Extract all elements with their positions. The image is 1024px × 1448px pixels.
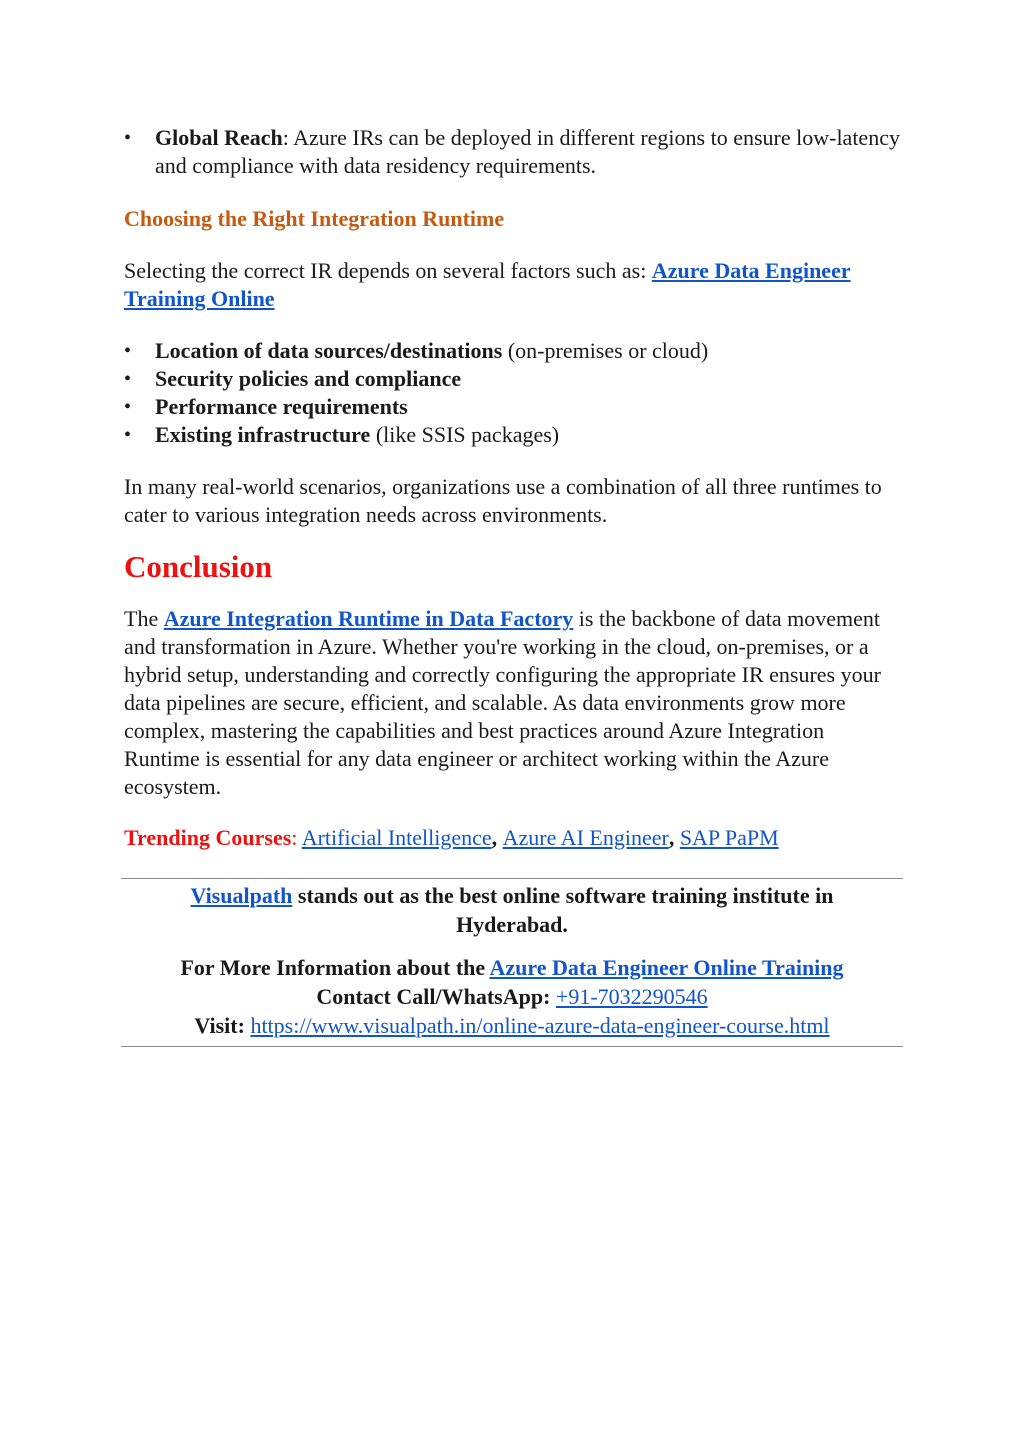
global-reach-text: : Azure IRs can be deployed in different regions to ensure low-latency and compliance with data residency requirements.	[155, 125, 900, 178]
factors-list	[124, 337, 904, 449]
choosing-summary: In many real-world scenarios, organizations use a combination of all three runtimes to cater to various integration needs across environments.	[124, 474, 882, 527]
list-item	[124, 421, 904, 449]
factor-term: Performance requirements	[155, 394, 408, 419]
factor-term: Security policies and compliance	[155, 366, 462, 391]
factor-term: Location of data sources/destinations	[155, 338, 503, 363]
course-link-azure-ai-engineer[interactable]: Azure AI Engineer	[502, 825, 669, 850]
trending-colon: :	[291, 825, 302, 850]
contact-label: Contact Call/WhatsApp:	[316, 984, 556, 1009]
footer-tagline-text: stands out as the best online software training institute in Hyderabad.	[292, 883, 834, 937]
conclusion-body: is the backbone of data movement and transformation in Azure. Whether you're working in the cloud, on-premises, or a hybrid setup, understanding and correctly configuring the appropriate IR ensures your data pipelines are secure, efficient, and scalable. As data environments grow more complex, mastering the capabilities and best practices around Azure Integration Runtime is essential for any data engineer or architect working within the Azure ecosystem.	[124, 606, 881, 799]
azure-data-engineer-training-link[interactable]: Azure Data Engineer Training Online	[124, 258, 851, 311]
choosing-heading: Choosing the Right Integration Runtime	[124, 206, 505, 231]
visualpath-link[interactable]: Visualpath	[190, 883, 293, 908]
choosing-intro-text: Selecting the correct IR depends on several factors such as:	[124, 258, 652, 283]
footer-contact	[121, 982, 903, 1011]
trending-courses	[124, 824, 904, 852]
course-separator: ,	[491, 825, 503, 850]
global-reach-list	[124, 124, 904, 180]
footer-tagline	[121, 881, 903, 939]
factor-note: (like SSIS packages)	[370, 422, 560, 447]
visit-label: Visit:	[194, 1013, 251, 1038]
document-body	[124, 124, 904, 852]
list-item	[124, 365, 904, 393]
list-item	[124, 124, 904, 180]
azure-integration-runtime-link[interactable]: Azure Integration Runtime in Data Factory	[163, 606, 574, 631]
factor-note: (on-premises or cloud)	[502, 338, 709, 363]
trending-label: Trending Courses	[124, 825, 292, 850]
phone-link[interactable]: +91-7032290546	[555, 984, 708, 1009]
conclusion-paragraph	[124, 605, 904, 801]
footer-visit	[121, 1011, 903, 1040]
list-item	[124, 337, 904, 365]
conclusion-heading: Conclusion	[124, 549, 273, 584]
list-item	[124, 393, 904, 421]
choosing-intro	[124, 257, 904, 313]
footer-more-info	[121, 953, 903, 982]
global-reach-term: Global Reach	[155, 125, 283, 150]
more-info-text: For More Information about the	[180, 955, 490, 980]
footer-contact-box	[121, 878, 903, 1047]
azure-data-engineer-online-training-link[interactable]: Azure Data Engineer Online Training	[489, 955, 844, 980]
conclusion-lead: The	[124, 606, 164, 631]
course-link-sap-papm[interactable]: SAP PaPM	[679, 825, 779, 850]
website-url-link[interactable]: https://www.visualpath.in/online-azure-data-engineer-course.html	[250, 1013, 830, 1038]
course-separator: ,	[668, 825, 680, 850]
factor-term: Existing infrastructure	[155, 422, 371, 447]
course-link-artificial-intelligence[interactable]: Artificial Intelligence	[301, 825, 492, 850]
